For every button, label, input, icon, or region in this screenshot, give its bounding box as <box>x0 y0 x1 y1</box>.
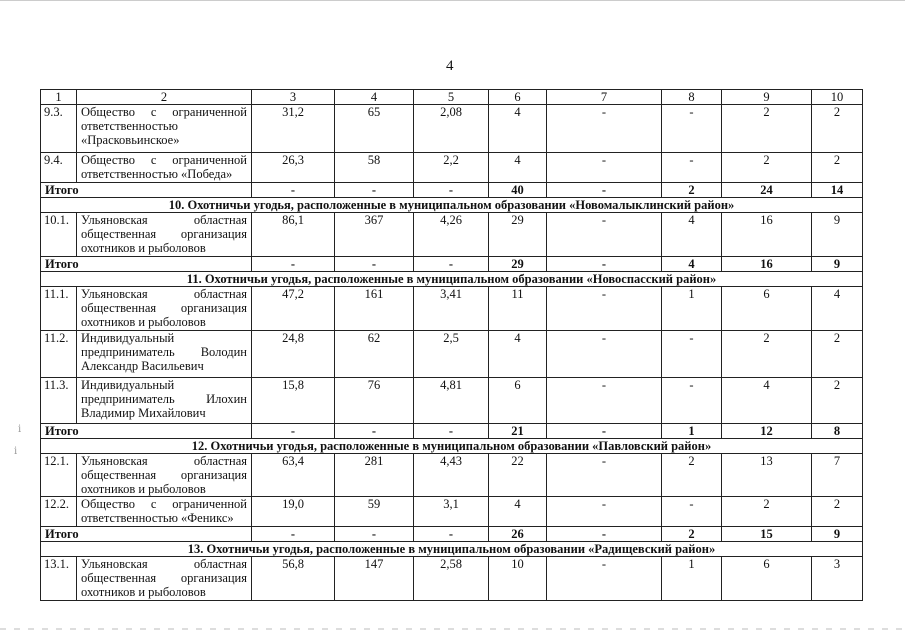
total-cell: - <box>252 424 335 439</box>
column-header: 10 <box>812 90 863 105</box>
value-cell: 4 <box>812 287 863 331</box>
total-cell: 14 <box>812 183 863 198</box>
organization-name: Общество с ограниченной ответственностью «Победа» <box>77 153 252 183</box>
value-cell: 59 <box>335 497 414 527</box>
value-cell: 2 <box>722 497 812 527</box>
row-number: 10.1. <box>41 213 77 257</box>
table-row <box>41 105 863 153</box>
organization-name: Индивидуальный предприниматель Володин Александр Васильевич <box>77 331 252 378</box>
total-cell: - <box>547 424 662 439</box>
organization-name: Ульяновская областная общественная организация охотников и рыболовов <box>77 557 252 601</box>
value-cell: 4 <box>489 105 547 153</box>
value-cell: 367 <box>335 213 414 257</box>
section-header-row <box>41 542 863 557</box>
value-cell: 9 <box>812 213 863 257</box>
value-cell: 2 <box>722 153 812 183</box>
value-cell: 22 <box>489 454 547 497</box>
value-cell: - <box>547 105 662 153</box>
total-cell: - <box>252 183 335 198</box>
value-cell: 281 <box>335 454 414 497</box>
total-cell: 21 <box>489 424 547 439</box>
total-cell: 24 <box>722 183 812 198</box>
value-cell: 2 <box>662 454 722 497</box>
value-cell: 161 <box>335 287 414 331</box>
value-cell: 2,58 <box>414 557 489 601</box>
value-cell: 13 <box>722 454 812 497</box>
value-cell: 6 <box>489 378 547 424</box>
value-cell: 16 <box>722 213 812 257</box>
scan-noise-strip <box>0 628 905 630</box>
value-cell: - <box>662 378 722 424</box>
value-cell: - <box>662 153 722 183</box>
total-cell: - <box>547 527 662 542</box>
value-cell: 6 <box>722 287 812 331</box>
value-cell: 76 <box>335 378 414 424</box>
value-cell: 4,81 <box>414 378 489 424</box>
table-row <box>41 497 863 527</box>
total-cell: - <box>414 257 489 272</box>
table-row <box>41 454 863 497</box>
margin-scan-mark: ⅰ <box>14 446 18 457</box>
top-border-line <box>0 0 905 1</box>
value-cell: 4 <box>489 331 547 378</box>
value-cell: 2 <box>812 105 863 153</box>
row-number: 12.2. <box>41 497 77 527</box>
value-cell: 62 <box>335 331 414 378</box>
value-cell: - <box>547 153 662 183</box>
total-label: Итого <box>41 257 252 272</box>
value-cell: 26,3 <box>252 153 335 183</box>
column-header: 5 <box>414 90 489 105</box>
total-cell: 1 <box>662 424 722 439</box>
value-cell: 4 <box>662 213 722 257</box>
value-cell: - <box>662 497 722 527</box>
section-header-row <box>41 198 863 213</box>
organization-name: Ульяновская областная общественная организация охотников и рыболовов <box>77 454 252 497</box>
column-header: 1 <box>41 90 77 105</box>
section-title: 12. Охотничьи угодья, расположенные в муниципальном образовании «Павловский район» <box>41 439 863 454</box>
total-cell: - <box>414 424 489 439</box>
total-cell: - <box>335 424 414 439</box>
total-cell: - <box>414 183 489 198</box>
value-cell: 29 <box>489 213 547 257</box>
margin-scan-mark: ⅰ <box>18 424 22 435</box>
total-cell: 9 <box>812 527 863 542</box>
value-cell: 2 <box>812 378 863 424</box>
table-row <box>41 213 863 257</box>
value-cell: 4,26 <box>414 213 489 257</box>
table-row <box>41 153 863 183</box>
row-number: 13.1. <box>41 557 77 601</box>
organization-name: Общество с ограниченной ответственностью «Прасковьинское» <box>77 105 252 153</box>
value-cell: 47,2 <box>252 287 335 331</box>
section-title: 10. Охотничьи угодья, расположенные в муниципальном образовании «Новомалыклинский район» <box>41 198 863 213</box>
table-row <box>41 331 863 378</box>
value-cell: 2 <box>722 331 812 378</box>
total-cell: 8 <box>812 424 863 439</box>
value-cell: 2,08 <box>414 105 489 153</box>
value-cell: 63,4 <box>252 454 335 497</box>
value-cell: - <box>547 287 662 331</box>
value-cell: - <box>547 331 662 378</box>
total-row <box>41 257 863 272</box>
value-cell: 2 <box>812 497 863 527</box>
section-header-row <box>41 439 863 454</box>
section-header-row <box>41 272 863 287</box>
value-cell: 3,1 <box>414 497 489 527</box>
total-cell: - <box>547 257 662 272</box>
total-row <box>41 424 863 439</box>
total-cell: - <box>335 257 414 272</box>
column-header: 9 <box>722 90 812 105</box>
value-cell: - <box>547 557 662 601</box>
row-number: 9.4. <box>41 153 77 183</box>
total-cell: - <box>335 183 414 198</box>
total-label: Итого <box>41 424 252 439</box>
column-header: 7 <box>547 90 662 105</box>
value-cell: 4 <box>489 153 547 183</box>
value-cell: 31,2 <box>252 105 335 153</box>
total-cell: 4 <box>662 257 722 272</box>
total-row <box>41 183 863 198</box>
value-cell: - <box>662 331 722 378</box>
total-cell: - <box>414 527 489 542</box>
value-cell: 147 <box>335 557 414 601</box>
row-number: 9.3. <box>41 105 77 153</box>
hunting-grounds-table <box>40 89 863 601</box>
total-cell: - <box>252 257 335 272</box>
value-cell: 2 <box>812 331 863 378</box>
value-cell: 19,0 <box>252 497 335 527</box>
value-cell: 4 <box>722 378 812 424</box>
total-cell: 26 <box>489 527 547 542</box>
column-header: 2 <box>77 90 252 105</box>
page-number: 4 <box>446 58 454 74</box>
row-number: 11.3. <box>41 378 77 424</box>
organization-name: Общество с ограниченной ответственностью «Феникс» <box>77 497 252 527</box>
value-cell: 2,2 <box>414 153 489 183</box>
total-cell: 9 <box>812 257 863 272</box>
value-cell: 3 <box>812 557 863 601</box>
row-number: 11.1. <box>41 287 77 331</box>
total-cell: 2 <box>662 183 722 198</box>
row-number: 12.1. <box>41 454 77 497</box>
total-label: Итого <box>41 527 252 542</box>
total-cell: - <box>252 527 335 542</box>
value-cell: 11 <box>489 287 547 331</box>
value-cell: 24,8 <box>252 331 335 378</box>
table-row <box>41 378 863 424</box>
row-number: 11.2. <box>41 331 77 378</box>
value-cell: 7 <box>812 454 863 497</box>
value-cell: 6 <box>722 557 812 601</box>
value-cell: 86,1 <box>252 213 335 257</box>
value-cell: 4,43 <box>414 454 489 497</box>
total-cell: 40 <box>489 183 547 198</box>
value-cell: - <box>547 378 662 424</box>
value-cell: - <box>547 454 662 497</box>
total-cell: 16 <box>722 257 812 272</box>
total-label: Итого <box>41 183 252 198</box>
value-cell: 10 <box>489 557 547 601</box>
value-cell: - <box>547 213 662 257</box>
total-cell: 15 <box>722 527 812 542</box>
value-cell: 58 <box>335 153 414 183</box>
table-row <box>41 287 863 331</box>
total-cell: 2 <box>662 527 722 542</box>
value-cell: 1 <box>662 557 722 601</box>
total-cell: - <box>547 183 662 198</box>
value-cell: 2,5 <box>414 331 489 378</box>
value-cell: 56,8 <box>252 557 335 601</box>
value-cell: 1 <box>662 287 722 331</box>
column-header: 8 <box>662 90 722 105</box>
value-cell: 65 <box>335 105 414 153</box>
value-cell: - <box>662 105 722 153</box>
column-header-row <box>41 90 863 105</box>
table-row <box>41 557 863 601</box>
total-cell: - <box>335 527 414 542</box>
section-title: 13. Охотничьи угодья, расположенные в муниципальном образовании «Радищевский район» <box>41 542 863 557</box>
total-cell: 29 <box>489 257 547 272</box>
total-cell: 12 <box>722 424 812 439</box>
organization-name: Ульяновская областная общественная организация охотников и рыболовов <box>77 213 252 257</box>
section-title: 11. Охотничьи угодья, расположенные в муниципальном образовании «Новоспасский район» <box>41 272 863 287</box>
organization-name: Индивидуальный предприниматель Илохин Владимир Михайлович <box>77 378 252 424</box>
value-cell: - <box>547 497 662 527</box>
value-cell: 2 <box>722 105 812 153</box>
value-cell: 15,8 <box>252 378 335 424</box>
column-header: 3 <box>252 90 335 105</box>
column-header: 6 <box>489 90 547 105</box>
value-cell: 4 <box>489 497 547 527</box>
organization-name: Ульяновская областная общественная организация охотников и рыболовов <box>77 287 252 331</box>
value-cell: 3,41 <box>414 287 489 331</box>
value-cell: 2 <box>812 153 863 183</box>
total-row <box>41 527 863 542</box>
column-header: 4 <box>335 90 414 105</box>
